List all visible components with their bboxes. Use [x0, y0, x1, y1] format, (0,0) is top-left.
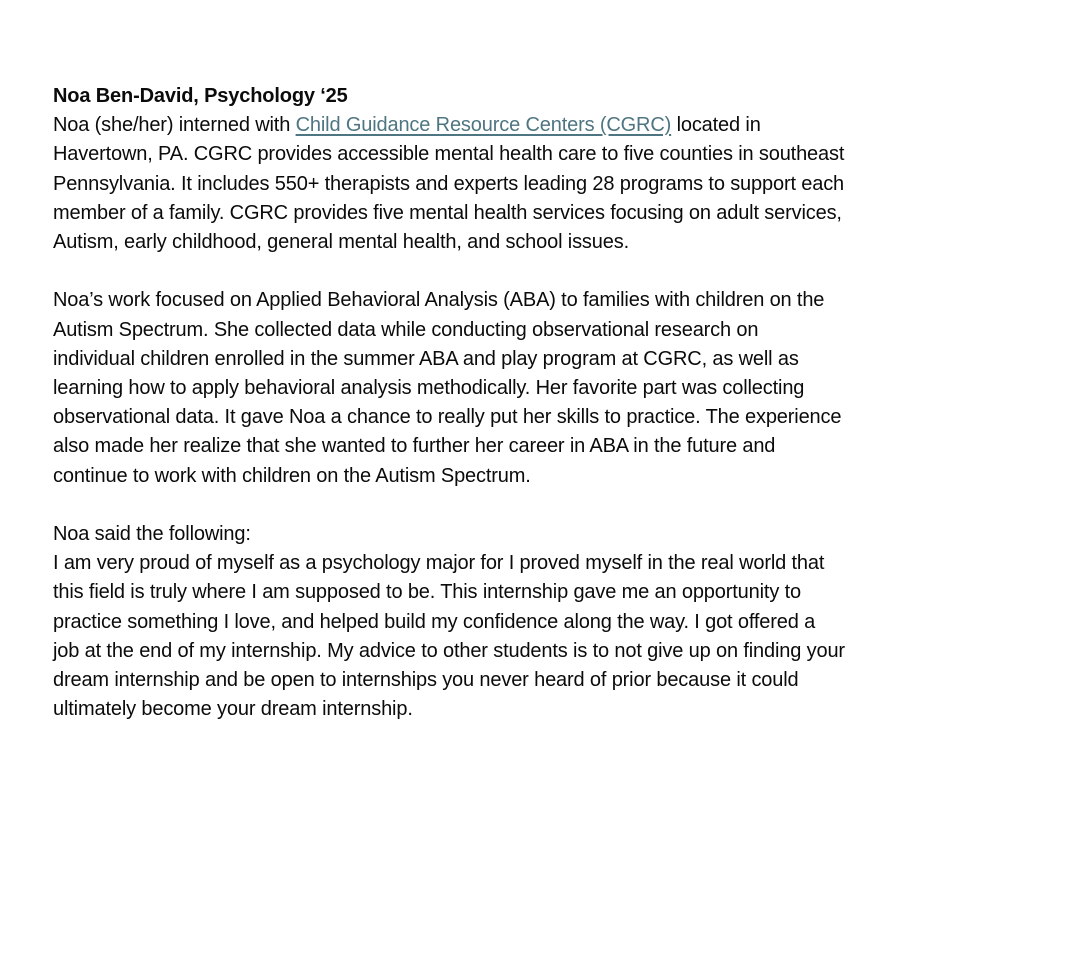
intro-line-1	[53, 111, 1043, 140]
intro-line: member of a family. CGRC provides five mental health services focusing on adult services,	[53, 201, 842, 224]
quote-line: practice something I love, and helped build my confidence along the way. I got offered a	[53, 610, 816, 633]
quote-paragraph	[53, 520, 1043, 724]
quote-line: ultimately become your dream internship.	[53, 698, 413, 721]
quote-line: I am very proud of myself as a psychology major for I proved myself in the real world that	[53, 552, 825, 575]
profile-heading: Noa Ben-David, Psychology ‘25	[53, 85, 348, 107]
quote-line: job at the end of my internship. My advice to other students is to not give up on finding your	[53, 639, 845, 662]
intro-line: Pennsylvania. It includes 550+ therapists and experts leading 28 programs to support each	[53, 172, 845, 195]
intro-suffix: located in	[671, 114, 761, 137]
work-line: learning how to apply behavioral analysis methodically. Her favorite part was collecting	[53, 377, 805, 400]
intro-paragraph	[53, 111, 1043, 257]
work-line: Autism Spectrum. She collected data while conducting observational research on	[53, 318, 759, 341]
cgrc-link[interactable]: Child Guidance Resource Centers (CGRC)	[295, 114, 672, 137]
intro-line: Havertown, PA. CGRC provides accessible mental health care to five counties in southeast	[53, 143, 845, 166]
work-line: Noa’s work focused on Applied Behavioral Analysis (ABA) to families with children on the	[53, 289, 825, 312]
paragraph-spacer	[53, 491, 1043, 520]
work-line: individual children enrolled in the summer ABA and play program at CGRC, as well as	[53, 347, 799, 370]
document-body	[53, 82, 1043, 724]
intro-line: Autism, early childhood, general mental health, and school issues.	[53, 231, 629, 254]
quote-line: this field is truly where I am supposed to be. This internship gave me an opportunity to	[53, 581, 801, 604]
work-line: also made her realize that she wanted to further her career in ABA in the future and	[53, 435, 776, 458]
work-line: observational data. It gave Noa a chance to really put her skills to practice. The experience	[53, 406, 842, 429]
intro-prefix: Noa (she/her) interned with	[53, 114, 296, 137]
work-line: continue to work with children on the Autism Spectrum.	[53, 464, 531, 487]
work-paragraph	[53, 286, 1043, 490]
quote-line: dream internship and be open to internships you never heard of prior because it could	[53, 669, 799, 692]
quote-intro: Noa said the following:	[53, 523, 251, 546]
paragraph-spacer	[53, 257, 1043, 286]
